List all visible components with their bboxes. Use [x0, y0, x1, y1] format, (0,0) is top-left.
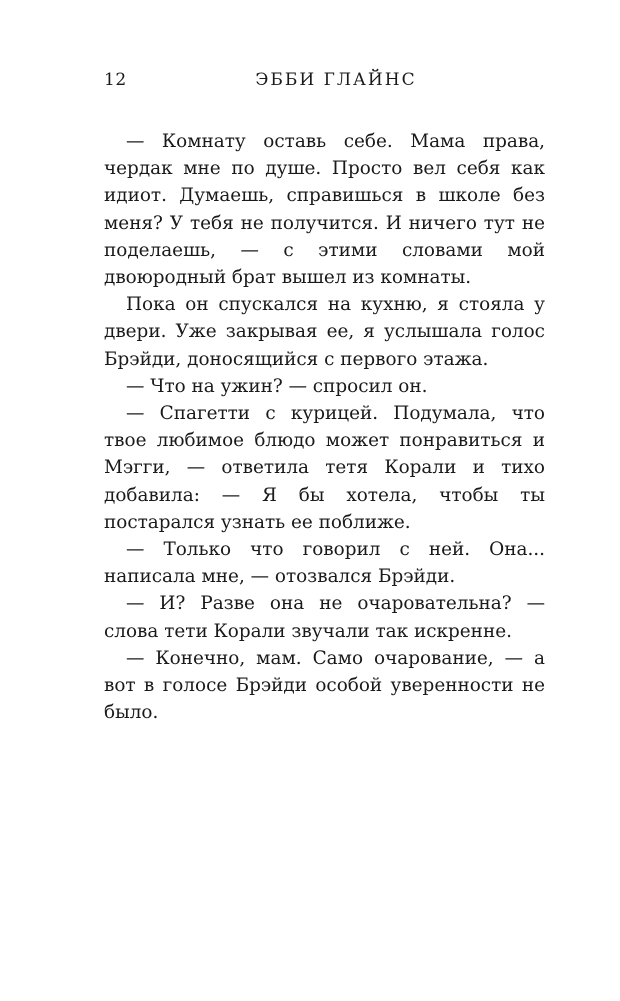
- page-number: 12: [104, 70, 127, 90]
- paragraph: — Что на ужин? — спросил он.: [126, 375, 428, 397]
- paragraph: — Только что говорил с ней. Она... написала мне, — отозвался Брэйди.: [104, 539, 545, 588]
- paragraph: — И? Разве она не очаровательна? — слова тети Корали звучали так искренне.: [104, 593, 545, 642]
- paragraph: Пока он спускался на кухню, я стояла у двери. Уже закрывая ее, я услышала голос Брэйди, доносящийся с первого этажа.: [104, 294, 545, 370]
- paragraph: — Конечно, мам. Само очарование, — а вот в голосе Брэйди особой уверенности не было.: [104, 647, 545, 724]
- paragraph: — Спагетти с курицей. Подумала, что твое любимое блюдо может понравиться и Мэгги, — ответила тетя Корали и тихо добавила: — Я бы хотела, чтобы ты постарался узнать ее поближе.: [104, 403, 545, 533]
- running-title: ЭББИ ГЛАЙНС: [255, 70, 417, 90]
- paragraph: — Комнату оставь себе. Мама права, чердак мне по душе. Просто вел себя как идиот. Думаешь, справишься в школе без меня? У тебя не получится. И ничего тут не поделаешь, — с этими словами мой двоюродный брат вышел из комнаты.: [104, 131, 545, 289]
- page-header: [104, 70, 544, 94]
- body-text: [104, 128, 545, 726]
